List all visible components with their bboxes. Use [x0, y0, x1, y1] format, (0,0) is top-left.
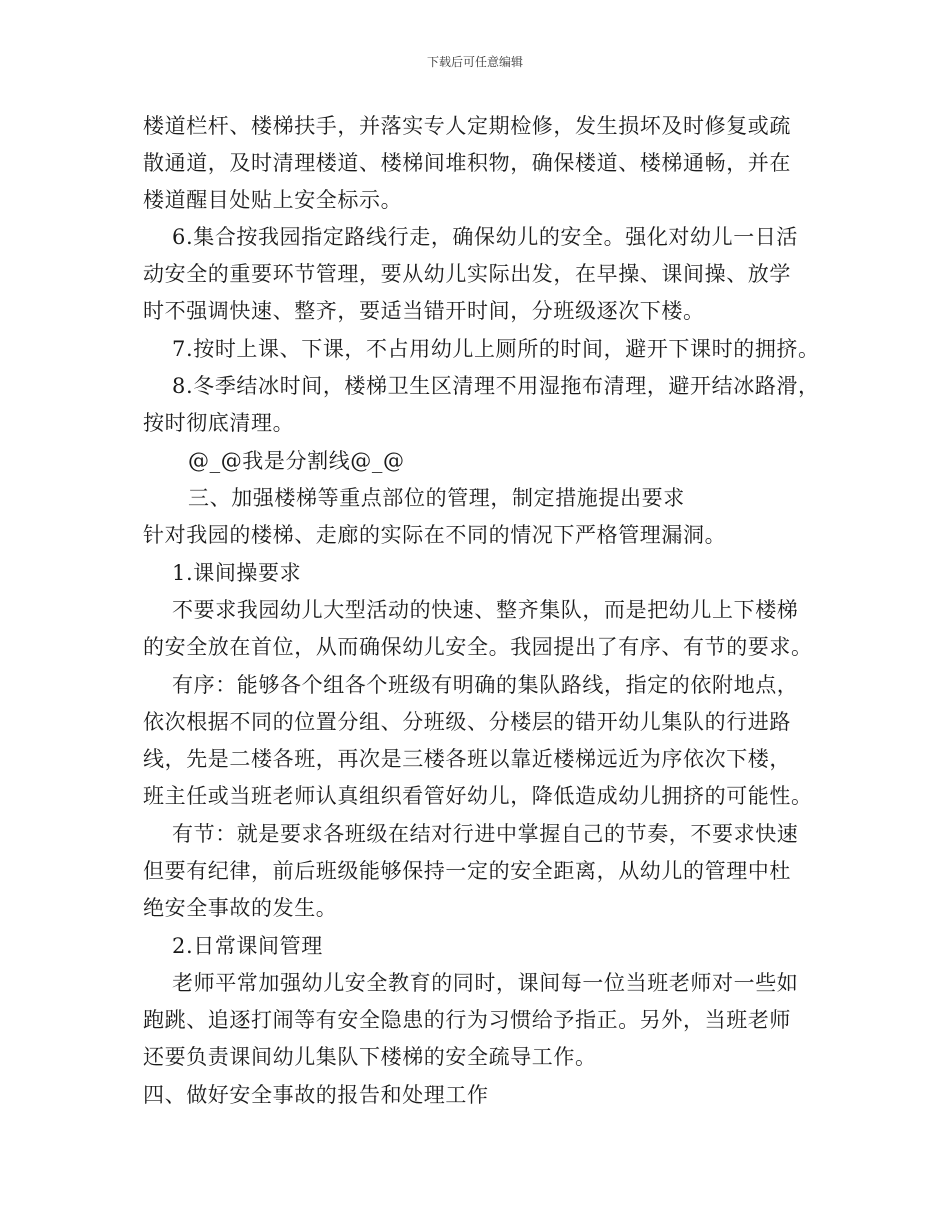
paragraph-line: 班主任或当班老师认真组织看管好幼儿，降低造成幼儿拥挤的可能性。: [143, 784, 813, 808]
paragraph-line: 6.集合按我园指定路线行走，确保幼儿的安全。强化对幼儿一日活: [172, 225, 799, 249]
paragraph-line: 绝安全事故的发生。: [143, 896, 338, 920]
paragraph-line: 有节：就是要求各班级在结对行进中掌握自己的节奏，不要求快速: [172, 822, 799, 846]
paragraph-line: 散通道，及时清理楼道、楼梯间堆积物，确保楼道、楼梯通畅，并在: [143, 151, 791, 175]
section-heading: 三、加强楼梯等重点部位的管理，制定措施提出要求: [188, 486, 685, 510]
page-header-note: 下载后可任意编辑: [426, 55, 523, 69]
paragraph-line: 楼道醒目处贴上安全标示。: [143, 188, 403, 212]
paragraph-line: 针对我园的楼梯、走廊的实际在不同的情况下严格管理漏洞。: [143, 523, 727, 547]
paragraph-line: 动安全的重要环节管理，要从幼儿实际出发，在早操、课间操、放学: [143, 262, 791, 286]
subsection-heading: 1.课间操要求: [172, 561, 302, 585]
paragraph-line: 但要有纪律，前后班级能够保持一定的安全距离，从幼儿的管理中杜: [143, 859, 791, 883]
section-heading: 四、做好安全事故的报告和处理工作: [143, 1083, 489, 1107]
subsection-heading: 2.日常课间管理: [172, 934, 323, 958]
separator-line: @_@我是分割线@_@: [188, 449, 405, 473]
paragraph-line: 跑跳、追逐打闹等有安全隐患的行为习惯给予指正。另外，当班老师: [143, 1008, 791, 1032]
paragraph-line: 楼道栏杆、楼梯扶手，并落实专人定期检修，发生损坏及时修复或疏: [143, 114, 791, 138]
paragraph-line: 线，先是二楼各班，再次是三楼各班以靠近楼梯远近为序依次下楼，: [143, 747, 791, 771]
paragraph-line: 的安全放在首位，从而确保幼儿安全。我园提出了有序、有节的要求。: [143, 635, 813, 659]
paragraph-line: 依次根据不同的位置分组、分班级、分楼层的错开幼儿集队的行进路: [143, 710, 791, 734]
paragraph-line: 还要负责课间幼儿集队下楼梯的安全疏导工作。: [143, 1045, 597, 1069]
paragraph-line: 老师平常加强幼儿安全教育的同时，课间每一位当班老师对一些如: [172, 971, 799, 995]
paragraph-line: 按时彻底清理。: [143, 411, 295, 435]
paragraph-line: 不要求我园幼儿大型活动的快速、整齐集队，而是把幼儿上下楼梯: [172, 598, 799, 622]
paragraph-line: 时不强调快速、整齐，要适当错开时间，分班级逐次下楼。: [143, 299, 705, 323]
paragraph-line: 8.冬季结冰时间，楼梯卫生区清理不用湿拖布清理，避开结冰路滑，: [172, 374, 820, 398]
paragraph-line: 7.按时上课、下课，不占用幼儿上厕所的时间，避开下课时的拥挤。: [172, 337, 820, 361]
paragraph-line: 有序：能够各个组各个班级有明确的集队路线，指定的依附地点，: [172, 673, 799, 697]
